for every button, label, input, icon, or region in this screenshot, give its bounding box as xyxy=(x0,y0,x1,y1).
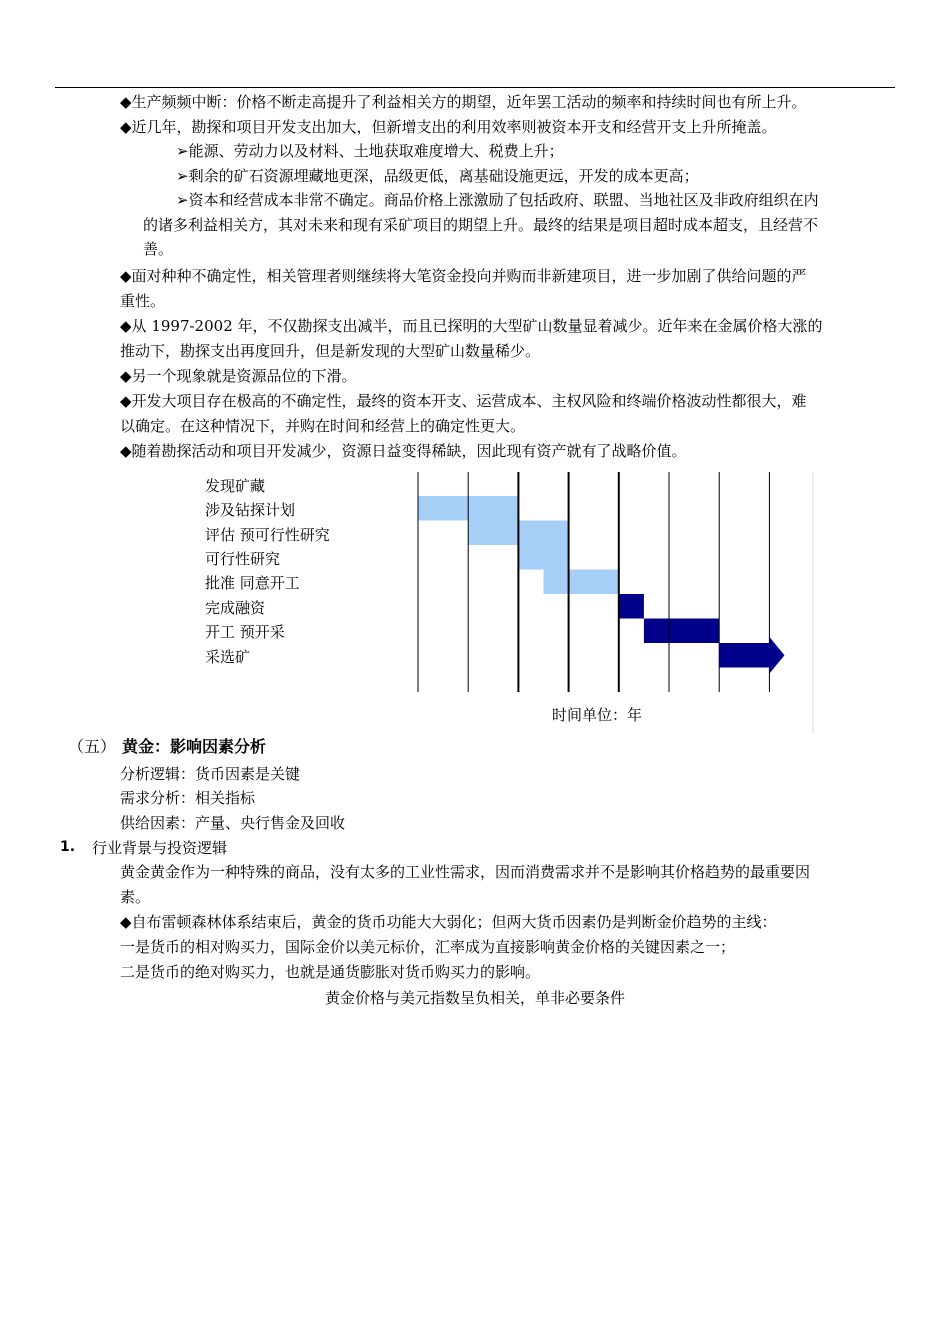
gantt-bar xyxy=(544,570,619,595)
stage-label: 开工 预开采 xyxy=(205,623,285,641)
bullet-big-project: ◆开发大项目存在极高的不确定性，最终的资本开支、运营成本、主权风险和终端价格波动性都很大，难 xyxy=(120,392,807,410)
sub-item-logic: 分析逻辑：货币因素是关键 xyxy=(120,765,301,783)
gantt-bar xyxy=(644,619,719,644)
body-relative-power: 一是货币的相对购买力，国际金价以美元标价，汇率成为直接影响黄金价格的关键因素之一； xyxy=(120,938,736,956)
bullet-exploration: ◆近几年，勘探和项目开发支出加大，但新增支出的利用效率则被资本开支和经营开支上升所掩盖。 xyxy=(120,118,777,136)
stage-label: 采选矿 xyxy=(205,648,251,666)
gantt-plot xyxy=(195,472,820,734)
stage-label: 发现矿藏 xyxy=(205,477,266,495)
time-unit-label: 时间单位：年 xyxy=(552,706,643,724)
item-number: 1. xyxy=(60,839,76,855)
sub-item-demand: 需求分析：相关指标 xyxy=(120,789,256,807)
body-absolute-power: 二是货币的绝对购买力，也就是通货膨胀对货币购买力的影响。 xyxy=(120,963,541,981)
stage-label: 批准 同意开工 xyxy=(205,574,300,592)
bullet-grade: ◆另一个现象就是资源品位的下滑。 xyxy=(120,367,357,385)
body-gold-line1: 黄金黄金作为一种特殊的商品，没有太多的工业性需求，因而消费需求并不是影响其价格趋势的最重要因 xyxy=(120,863,811,881)
sub-bullet-cost: ➢资本和经营成本非常不确定。商品价格上涨激励了包括政府、联盟、当地社区及非政府组织在内 xyxy=(176,191,819,209)
item-title: 行业背景与投资逻辑 xyxy=(92,839,228,857)
stage-label: 涉及钻探计划 xyxy=(205,501,296,519)
sub-bullet-cost-line2: 的诸多利益相关方，其对未来和现有采矿项目的期望上升。最终的结果是项目超时成本超支，且经营不 xyxy=(143,216,819,234)
body-bretton-woods: ◆自布雷顿森林体系结束后，黄金的货币功能大大弱化；但两大货币因素仍是判断金价趋势的主线： xyxy=(120,913,777,931)
mining-timeline-gantt xyxy=(195,472,820,734)
chart-caption: 黄金价格与美元指数呈负相关，单非必要条件 xyxy=(324,989,625,1007)
gantt-bar xyxy=(619,594,644,619)
sub-bullet-ore: ➢剩余的矿石资源埋藏地更深，品级更低，离基础设施更远，开发的成本更高； xyxy=(176,167,699,185)
section-heading: （五） 黄金：影响因素分析 xyxy=(68,737,267,756)
bullet-1997: ◆从 1997-2002 年，不仅勘探支出减半，而且已探明的大型矿山数量显着减少。近年来在金属价格大涨的 xyxy=(120,317,823,335)
header-rule xyxy=(55,87,895,88)
bullet-uncertainty-line2: 重性。 xyxy=(120,292,166,310)
bullet-1997-line2: 推动下，勘探支出再度回升，但是新发现的大型矿山数量稀少。 xyxy=(120,342,541,360)
stage-label: 可行性研究 xyxy=(205,550,281,568)
body-gold-line2: 素。 xyxy=(120,888,151,906)
bullet-scarcity: ◆随着勘探活动和项目开发减少，资源日益变得稀缺，因此现有资产就有了战略价值。 xyxy=(120,442,687,460)
gantt-bar xyxy=(518,545,568,570)
sub-bullet-cost-line3: 善。 xyxy=(143,240,174,258)
sub-item-supply: 供给因素：产量、央行售金及回收 xyxy=(120,814,346,832)
stage-label: 评估 预可行性研究 xyxy=(205,526,330,544)
sub-bullet-energy: ➢能源、劳动力以及材料、土地获取难度增大、税费上升； xyxy=(176,142,564,160)
gantt-bar-arrow xyxy=(719,637,784,674)
bullet-production: ◆生产频频中断：价格不断走高提升了利益相关方的期望，近年罢工活动的频率和持续时间也有所上升。 xyxy=(120,93,807,111)
bullet-big-project-line2: 以确定。在这种情况下，并购在时间和经营上的确定性更大。 xyxy=(120,417,526,435)
bullet-uncertainty: ◆面对种种不确定性，相关管理者则继续将大笔资金投向并购而非新建项目，进一步加剧了供给问题的严 xyxy=(120,267,807,285)
stage-label: 完成融资 xyxy=(205,599,266,617)
